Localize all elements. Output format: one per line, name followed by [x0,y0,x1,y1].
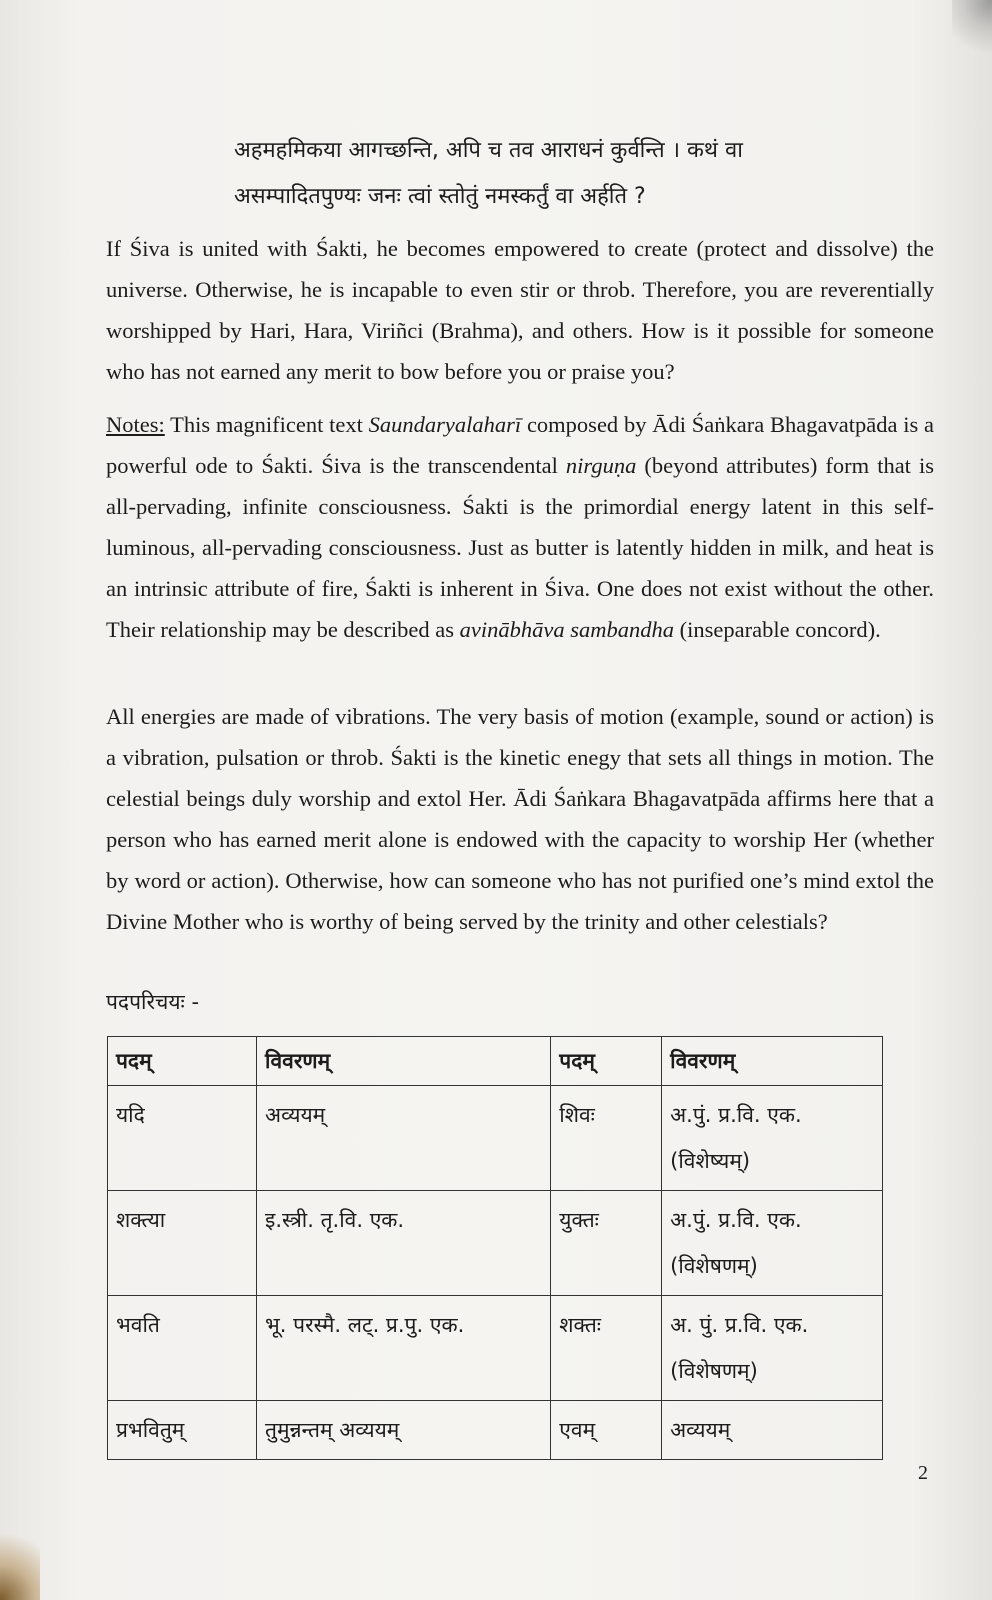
table-row [108,1401,883,1460]
sanskrit-prose-order [234,128,934,220]
page-number: 2 [918,1462,928,1484]
table-cell: एवम् [551,1401,662,1460]
word-analysis-table [107,1036,883,1460]
table-cell: शिवः [551,1086,662,1191]
table-cell: युक्तः [551,1191,662,1296]
notes-text-c: (beyond attributes) form that is all-pervading, infinite consciousness. Śakti is the primordial energy latent in this self-luminous, all-pervading consciousness. Just as butter is latently hidden in milk, and heat is an intrinsic attribute of fire, Śakti is inherent in Śiva. One does not exist without the other. Their relationship may be described as [106,453,934,642]
table-cell: प्रभवितुम् [108,1401,257,1460]
header-cell: विवरणम् [257,1037,551,1086]
notes-label: Notes: [106,412,165,437]
notes-text-b: composed by Ādi Śaṅkara Bhagavatpāda is a powerful ode to Śakti. Śiva is the transcendental [106,412,934,478]
translation-paragraph: If Śiva is united with Śakti, he becomes empowered to create (protect and dissolve) the universe. Otherwise, he is incapable to even stir or throb. Therefore, you are reverentially worshipped by Hari, Hara, Viriñci (Brahma), and others. How is it possible for someone who has not earned any merit to bow before you or praise you? [106,236,934,384]
notes-paragraph-1 [106,404,934,650]
table-row [108,1296,883,1401]
verse-line-2: असम्पादितपुण्यः जनः त्वां स्तोतुं नमस्कर्तुं वा अर्हति ? [234,184,646,209]
table-cell: अ. पुं. प्र.वि. एक. (विशेषणम्) [662,1296,883,1401]
table-row [108,1086,883,1191]
header-cell: पदम् [551,1037,662,1086]
table-cell: इ.स्त्री. तृ.वि. एक. [257,1191,551,1296]
table-cell: शक्त्या [108,1191,257,1296]
table-cell: यदि [108,1086,257,1191]
notes-text-d: (inseparable concord). [674,617,881,642]
notes-paragraph-2: All energies are made of vibrations. The very basis of motion (example, sound or action) is a vibration, pulsation or throb. Śakti is the kinetic enegy that sets all things in motion. The celestial beings duly worship and extol Her. Ādi Śaṅkara Bhagavatpāda affirms here that a person who has earned merit alone is endowed with the capacity to worship Her (whether by word or action). Otherwise, how can someone who has not purified one’s mind extol the Divine Mother who is worthy of being served by the trinity and other celestials? [106,704,934,934]
page-corner-shadow [952,0,992,60]
verse-line-1: अहमहमिकया आगच्छन्ति, अपि च तव आराधनं कुर्वन्ति । कथं वा [234,138,743,163]
notes-text-a: This magnificent text [164,412,369,437]
notes-term-italic: nirguṇa [565,453,637,478]
notes-term2-italic: avinābhāva sambandha [459,617,674,642]
notes-title-italic: Saundaryalaharī [368,412,522,437]
table-cell: तुमुन्नन्तम् अव्ययम् [257,1401,551,1460]
header-cell: पदम् [108,1037,257,1086]
table-header-row [108,1037,883,1086]
table-cell: शक्तः [551,1296,662,1401]
page-edge-shadow [0,1520,40,1600]
table-cell: अ.पुं. प्र.वि. एक. (विशेष्यम्) [662,1086,883,1191]
padaparichaya-heading: पदपरिचयः - [106,990,200,1014]
table-cell: अ.पुं. प्र.वि. एक. (विशेषणम्) [662,1191,883,1296]
table-cell: भू. परस्मै. लट्. प्र.पु. एक. [257,1296,551,1401]
table-cell: भवति [108,1296,257,1401]
table-row [108,1191,883,1296]
table-cell: अव्ययम् [662,1401,883,1460]
header-cell: विवरणम् [662,1037,883,1086]
table-cell: अव्ययम् [257,1086,551,1191]
